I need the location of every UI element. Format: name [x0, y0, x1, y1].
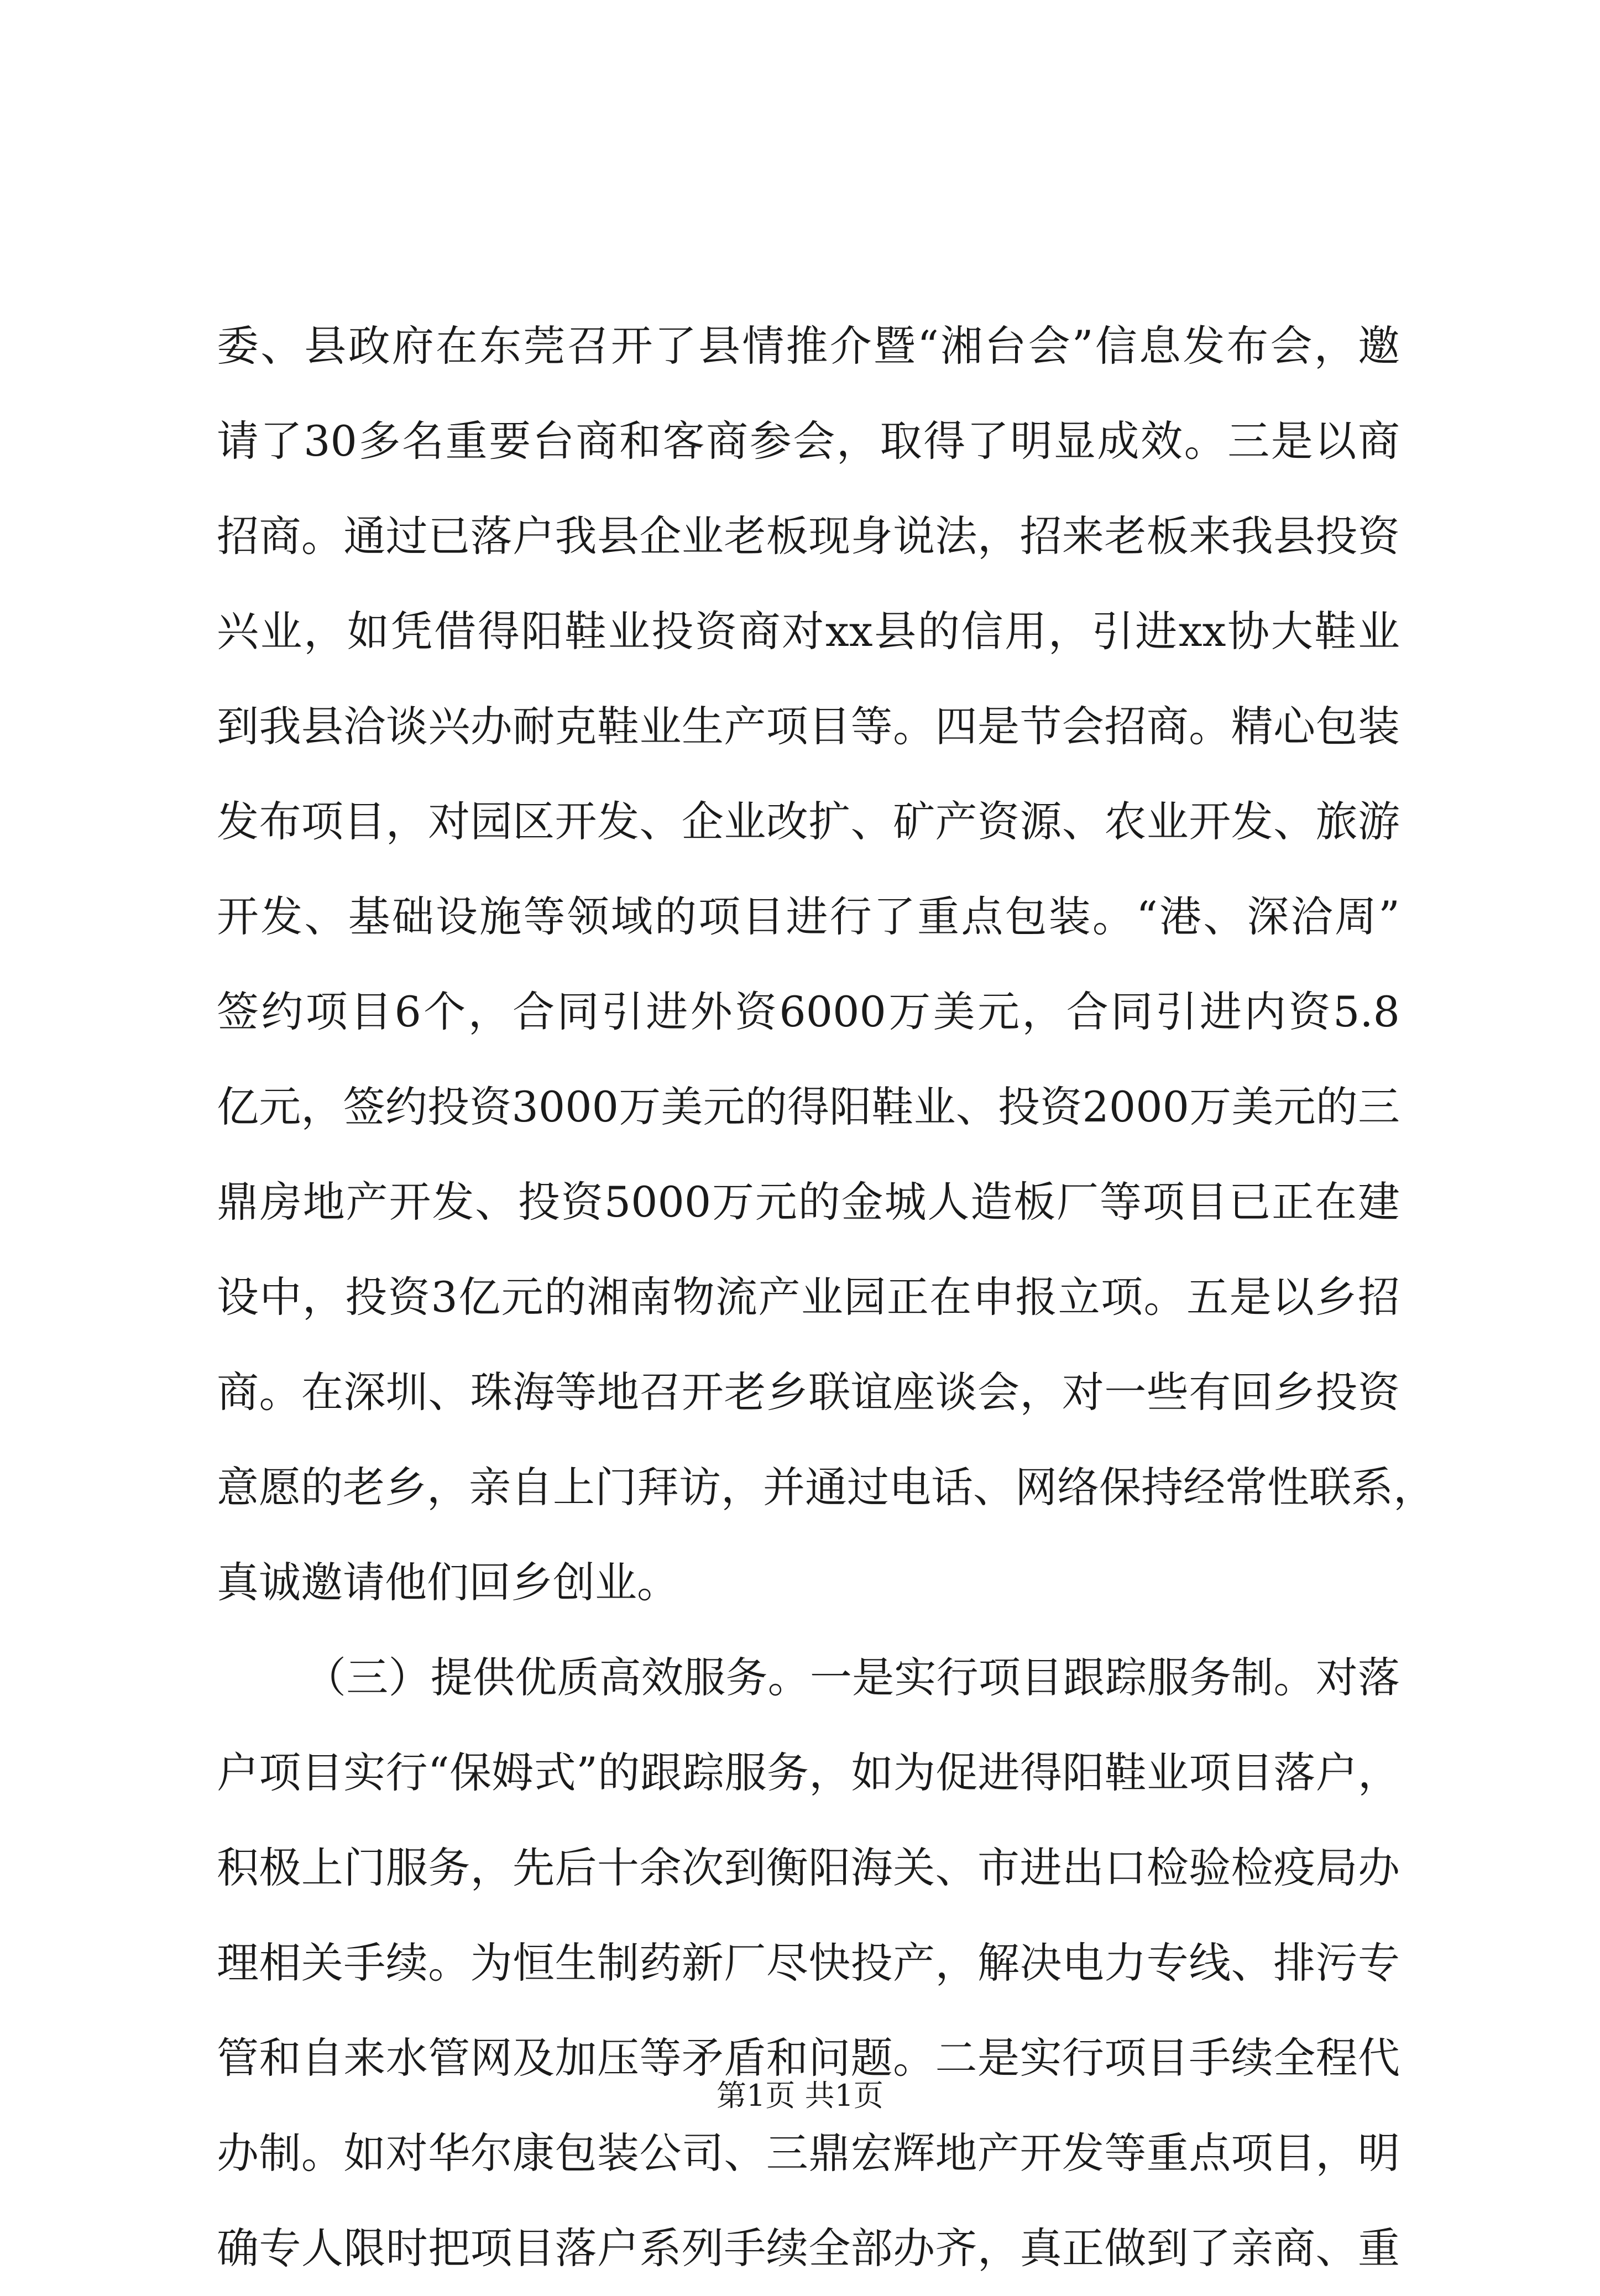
- text-line: 签约项目6个，合同引进外资6000万美元，合同引进内资5.8: [217, 987, 1400, 1036]
- text-line: 设中，投资3亿元的湘南物流产业园正在申报立项。五是以乡招: [217, 1272, 1400, 1322]
- text-line: 户项目实行“保姆式”的跟踪服务，如为促进得阳鞋业项目落户，: [217, 1748, 1400, 1797]
- text-line: 确专人限时把项目落户系列手续全部办齐，真正做到了亲商、重: [217, 2224, 1400, 2273]
- text-line: 理相关手续。为恒生制药新厂尽快投产，解决电力专线、排污专: [217, 1938, 1400, 1987]
- text-line: 到我县洽谈兴办耐克鞋业生产项目等。四是节会招商。精心包装: [217, 702, 1400, 751]
- text-line: 鼎房地产开发、投资5000万元的金城人造板厂等项目已正在建: [217, 1177, 1400, 1227]
- text-line: 招商。通过已落户我县企业老板现身说法，招来老板来我县投资: [217, 512, 1400, 561]
- text-line: 兴业，如凭借得阳鞋业投资商对xx县的信用，引进xx协大鞋业: [217, 607, 1400, 656]
- text-line: 发布项目，对园区开发、企业改扩、矿产资源、农业开发、旅游: [217, 797, 1400, 846]
- text-line: 请了30多名重要台商和客商参会，取得了明显成效。三是以商: [217, 416, 1400, 466]
- text-line: 开发、基础设施等领域的项目进行了重点包装。“港、深洽周”: [217, 892, 1400, 941]
- text-line: 积极上门服务，先后十余次到衡阳海关、市进出口检验检疫局办: [217, 1843, 1400, 1892]
- text-line: 办制。如对华尔康包装公司、三鼎宏辉地产开发等重点项目，明: [217, 2128, 1400, 2178]
- text-line: 亿元，签约投资3000万美元的得阳鞋业、投资2000万美元的三: [217, 1082, 1400, 1131]
- text-line-paragraph-end: 真诚邀请他们回乡创业。: [217, 1558, 679, 1607]
- text-line: 委、县政府在东莞召开了县情推介暨“湘台会”信息发布会，邀: [217, 321, 1400, 371]
- page-number-footer: 第1页 共1页: [717, 2078, 883, 2113]
- text-line-section-heading: （三）提供优质高效服务。一是实行项目跟踪服务制。对落: [304, 1653, 1400, 1702]
- text-line: 意愿的老乡，亲自上门拜访，并通过电话、网络保持经常性联系，: [217, 1463, 1435, 1512]
- text-line: 管和自来水管网及加压等矛盾和问题。二是实行项目手续全程代: [217, 2033, 1400, 2083]
- text-line: 商。在深圳、珠海等地召开老乡联谊座谈会，对一些有回乡投资: [217, 1368, 1400, 1417]
